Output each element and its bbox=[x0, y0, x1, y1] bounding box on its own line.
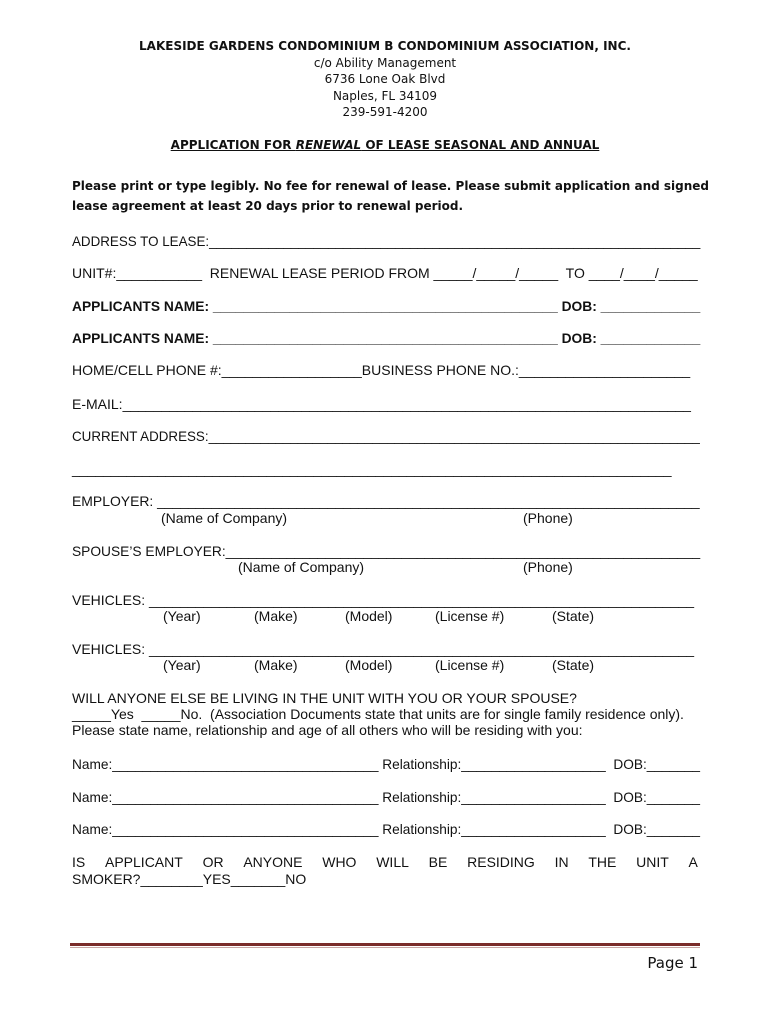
street-address: 6736 Lone Oak Blvd bbox=[324, 72, 446, 86]
vehicle-model-caption: (Model) bbox=[345, 608, 393, 624]
smoker-question-line-1 bbox=[72, 854, 698, 871]
address-to-lease-field[interactable]: ADDRESS TO LEASE:__________________________________________________________________ bbox=[72, 233, 701, 249]
applicant-name-field-1[interactable]: APPLICANTS NAME: _____________________________________________ DOB: _____________ bbox=[72, 298, 701, 314]
vehicle-model-caption: (Model) bbox=[345, 657, 393, 673]
employer-company-caption: (Name of Company) bbox=[161, 510, 288, 526]
current-address-line-2[interactable]: _____________________________________________________________________________ bbox=[72, 461, 672, 477]
vehicle-year-caption: (Year) bbox=[163, 657, 201, 673]
smoker-word: ANYONE bbox=[243, 854, 303, 870]
vehicle-field-2[interactable]: VEHICLES: ______________________________________________________________________ bbox=[72, 641, 695, 657]
phone-fields[interactable]: HOME/CELL PHONE #:__________________BUSINESS PHONE NO.:______________________ bbox=[72, 362, 691, 378]
instructions: Please print or type legibly. No fee for renewal of lease. Please submit application and signed lease agreement at least 20 days prior to renewal period. bbox=[72, 179, 709, 213]
vehicle-state-caption: (State) bbox=[552, 608, 595, 624]
smoker-word: IS bbox=[72, 854, 86, 870]
vehicle-make-caption: (Make) bbox=[254, 657, 298, 673]
email-field[interactable]: E-MAIL:_________________________________________________________________________ bbox=[72, 396, 691, 412]
smoker-word: APPLICANT bbox=[105, 854, 183, 870]
resident-row-3[interactable]: Name:___________________________________ Relationship:___________________ DOB:_______ bbox=[72, 821, 701, 837]
page-number: Page 1 bbox=[647, 954, 698, 972]
spouse-phone-caption: (Phone) bbox=[523, 559, 573, 575]
vehicle-field-1[interactable]: VEHICLES: ______________________________________________________________________ bbox=[72, 592, 695, 608]
smoker-word: WILL bbox=[376, 854, 409, 870]
vehicle-license-caption: (License #) bbox=[435, 657, 505, 673]
smoker-word: A bbox=[688, 854, 698, 870]
footer-rule-shadow bbox=[70, 947, 700, 948]
smoker-word: IN bbox=[554, 854, 569, 870]
spouse-employer-field[interactable]: SPOUSE’S EMPLOYER:______________________________________________________________ bbox=[72, 543, 701, 559]
resident-row-1[interactable]: Name:___________________________________ Relationship:___________________ DOB:_______ bbox=[72, 756, 701, 772]
employer-phone-caption: (Phone) bbox=[523, 510, 573, 526]
care-of-line: c/o Ability Management bbox=[313, 55, 457, 70]
applicant-name-field-2[interactable]: APPLICANTS NAME: _____________________________________________ DOB: _____________ bbox=[72, 330, 701, 346]
city-state-zip: Naples, FL 34109 bbox=[332, 88, 438, 103]
residents-instruction: Please state name, relationship and age of all others who will be residing with you: bbox=[72, 722, 583, 738]
vehicle-make-caption: (Make) bbox=[254, 608, 298, 624]
title-renewal: RENEWAL bbox=[295, 138, 362, 152]
current-address-field[interactable]: CURRENT ADDRESS:__________________________________________________________________ bbox=[72, 428, 700, 444]
smoker-yes-no-field[interactable]: SMOKER?________YES_______NO bbox=[72, 871, 307, 887]
footer-rule bbox=[70, 943, 700, 946]
association-name: LAKESIDE GARDENS CONDOMINIUM B CONDOMINIUM ASSOCIATION, INC. bbox=[139, 39, 631, 53]
smoker-word: BE bbox=[428, 854, 448, 870]
smoker-word: RESIDING bbox=[467, 854, 535, 870]
yes-no-residents-field[interactable]: _____Yes _____No. (Association Documents state that units are for single family residence only). bbox=[72, 706, 684, 722]
title-part: APPLICATION FOR bbox=[170, 138, 296, 152]
title-part: OF LEASE SEASONAL AND ANNUAL bbox=[361, 138, 600, 152]
smoker-word: WHO bbox=[322, 854, 357, 870]
vehicle-state-caption: (State) bbox=[552, 657, 595, 673]
smoker-word: UNIT bbox=[636, 854, 669, 870]
office-phone: 239-591-4200 bbox=[342, 105, 428, 119]
smoker-word: OR bbox=[202, 854, 224, 870]
unit-renewal-period-field[interactable]: UNIT#:___________ RENEWAL LEASE PERIOD FROM _____/_____/_____ TO ____/____/_____ bbox=[72, 265, 698, 281]
smoker-word: THE bbox=[588, 854, 617, 870]
vehicle-license-caption: (License #) bbox=[435, 608, 505, 624]
vehicle-year-caption: (Year) bbox=[163, 608, 201, 624]
spouse-company-caption: (Name of Company) bbox=[238, 559, 365, 575]
other-residents-question: WILL ANYONE ELSE BE LIVING IN THE UNIT WITH YOU OR YOUR SPOUSE? bbox=[72, 690, 577, 706]
letterhead bbox=[0, 38, 770, 121]
smoker-question bbox=[72, 854, 698, 888]
resident-row-2[interactable]: Name:___________________________________ Relationship:___________________ DOB:_______ bbox=[72, 789, 701, 805]
employer-field[interactable]: EMPLOYER: ______________________________________________________________________ bbox=[72, 493, 700, 509]
form-title bbox=[0, 138, 770, 152]
